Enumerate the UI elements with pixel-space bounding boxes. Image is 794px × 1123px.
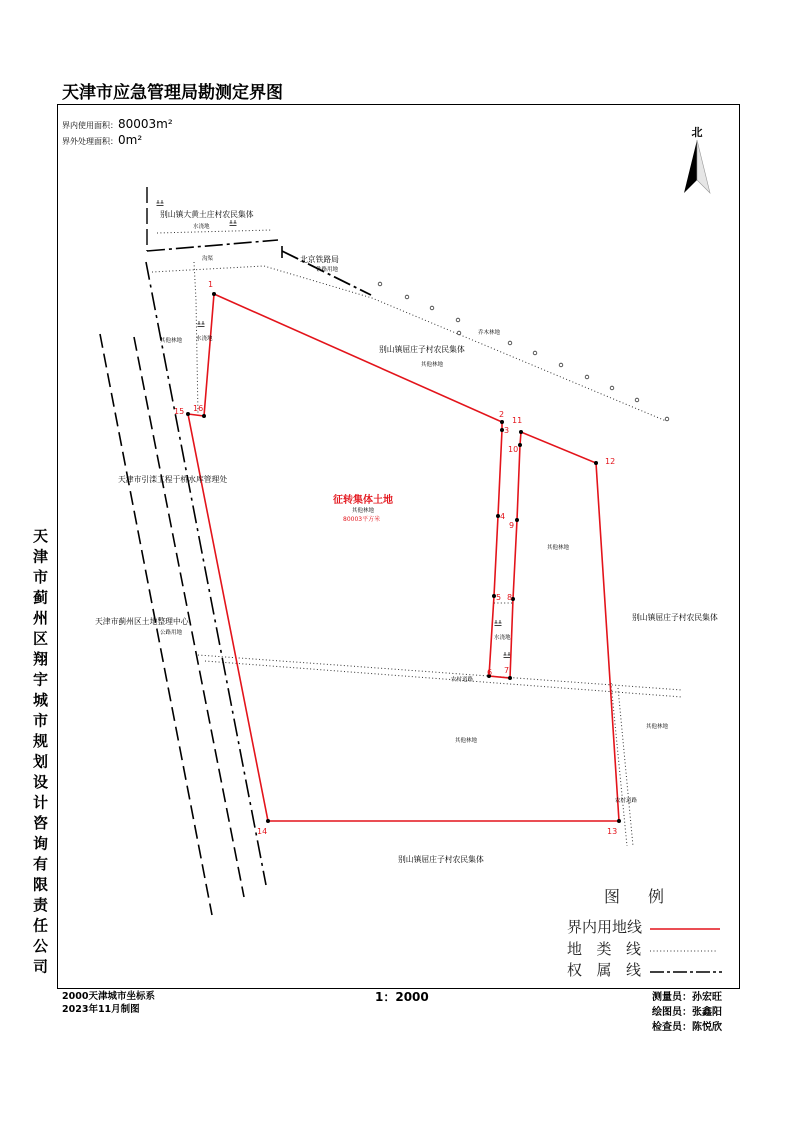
owner-label: 别山镇屈庄子村农民集体 <box>632 613 718 622</box>
tree-symbol <box>378 282 382 286</box>
map-title: 天津市应急管理局勘测定界图 <box>62 83 283 103</box>
land-type-label: 乔木林地 <box>478 330 501 336</box>
point-number-label: 10 <box>508 445 519 454</box>
land-type-label: 铁路用地 <box>316 267 339 273</box>
legend-label-land-type: 地类线 <box>567 940 656 958</box>
parcel-area: 80003平方米 <box>343 516 381 523</box>
land-type-label: 水浇地 <box>196 336 213 342</box>
irrigated-field-symbol <box>504 652 511 658</box>
owner-label: 天津市蓟州区土地整理中心 <box>95 617 189 626</box>
owner-label: 北京铁路局 <box>300 255 339 264</box>
checker: 检查员：陈悦欣 <box>652 1022 722 1033</box>
inside-area-label: 界内使用面积： <box>62 121 118 130</box>
outside-area-value: 0m² <box>118 133 143 147</box>
parcel-land-type: 其他林地 <box>352 508 375 514</box>
land-type-line <box>157 230 272 233</box>
land-type-label: 农村道路 <box>451 677 474 683</box>
irrigated-field-symbol <box>495 620 502 626</box>
point-number-label: 12 <box>605 457 616 466</box>
tree-symbol <box>665 417 669 421</box>
tree-symbol <box>405 295 409 299</box>
north-label: 北 <box>691 126 703 139</box>
ownership-boundary-line <box>146 262 266 885</box>
land-type-label: 水浇地 <box>193 224 210 230</box>
land-type-label: 其他林地 <box>160 338 183 344</box>
owner-label: 别山镇大黄土庄村农民集体 <box>160 210 254 219</box>
legend-label-ownership: 权属线 <box>567 961 656 979</box>
north-arrow-icon <box>684 140 710 193</box>
outside-area-row <box>62 132 142 149</box>
boundary-point-marker <box>266 819 270 823</box>
inside-area-row <box>62 116 173 133</box>
irrigated-field-symbol <box>198 321 205 327</box>
boundary-point-marker <box>594 461 598 465</box>
land-type-line <box>152 266 666 421</box>
tree-symbol <box>610 386 614 390</box>
tree-symbol <box>456 318 460 322</box>
north-arrow-right-half <box>697 140 710 193</box>
boundary-point-marker <box>212 292 216 296</box>
boundary-point-marker <box>186 412 190 416</box>
boundary-point-marker <box>500 420 504 424</box>
point-number-label: 7 <box>504 666 510 675</box>
parcel-name: 征转集体土地 <box>333 495 393 506</box>
point-number-label: 5 <box>496 593 502 602</box>
tree-symbol <box>585 375 589 379</box>
surveyor: 测量员：孙宏旺 <box>652 992 722 1003</box>
drafter: 绘图员：张鑫阳 <box>652 1007 722 1018</box>
point-number-label: 15 <box>174 407 185 416</box>
drawing-date: 2023年11月制图 <box>62 1004 140 1015</box>
boundary-points <box>186 292 621 823</box>
point-number-label: 11 <box>512 416 523 425</box>
irrigated-field-symbol <box>157 200 164 206</box>
land-type-lines <box>152 230 682 846</box>
land-boundary-line <box>188 294 619 821</box>
ownership-lines <box>100 187 371 915</box>
boundary-point-marker <box>202 414 206 418</box>
boundary-point-marker <box>518 443 522 447</box>
tree-symbol <box>508 341 512 345</box>
tree-symbol <box>635 398 639 402</box>
ownership-boundary-line <box>147 240 278 251</box>
land-type-label: 其他林地 <box>547 545 570 551</box>
legend-label-boundary: 界内用地线 <box>567 918 643 936</box>
point-number-label: 16 <box>193 404 204 413</box>
north-arrow-left-half <box>684 140 697 193</box>
point-number-label: 4 <box>500 512 506 521</box>
inside-area-value: 80003m² <box>118 117 173 131</box>
boundary-point-marker <box>515 518 519 522</box>
owner-label: 别山镇屈庄子村农民集体 <box>398 855 484 864</box>
point-number-label: 8 <box>507 593 513 602</box>
outside-area-label: 界外处理面积： <box>62 137 118 146</box>
boundary-point-marker <box>617 819 621 823</box>
legend-title: 图例 <box>604 887 693 906</box>
coordinate-system: 2000天津城市坐标系 <box>62 991 155 1002</box>
boundary-point-marker <box>519 430 523 434</box>
land-type-label: 水浇地 <box>494 635 511 641</box>
land-type-label: 沟渠 <box>202 256 214 262</box>
point-number-label: 13 <box>607 827 618 836</box>
land-type-label: 其他林地 <box>421 362 444 368</box>
irrigated-field-symbol <box>230 220 237 226</box>
owner-label: 别山镇屈庄子村农民集体 <box>379 345 465 354</box>
tree-symbol <box>457 331 461 335</box>
boundary-point-marker <box>508 676 512 680</box>
point-number-label: 14 <box>257 827 268 836</box>
owner-label: 天津市引滦工程于桥水库管理处 <box>118 475 228 484</box>
point-number-label: 2 <box>499 410 505 419</box>
point-number-label: 3 <box>504 426 510 435</box>
land-type-label: 其他林地 <box>646 724 669 730</box>
point-number-label: 6 <box>487 668 493 677</box>
tree-symbol <box>533 351 537 355</box>
point-number-label: 9 <box>509 521 515 530</box>
land-type-label: 公路用地 <box>160 630 183 636</box>
tree-symbol <box>559 363 563 367</box>
tree-symbol <box>430 306 434 310</box>
company-name: 天津市蓟州区翔宇城市规划设计咨询有限责任公司 <box>31 528 49 979</box>
land-type-label: 农村道路 <box>615 798 638 804</box>
map-scale: 1：2000 <box>375 990 429 1004</box>
point-number-label: 1 <box>208 280 214 289</box>
land-type-label: 其他林地 <box>455 738 478 744</box>
